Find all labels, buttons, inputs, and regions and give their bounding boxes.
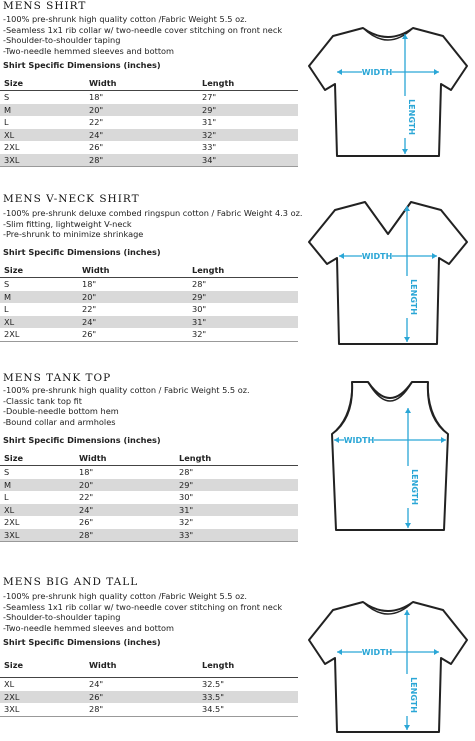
cell-width: 24": [78, 316, 188, 329]
cell-length: 27": [202, 92, 217, 103]
table-row: [0, 466, 298, 479]
tshirt-crew-neck-icon: [305, 22, 470, 160]
dimensions-label: Shirt Specific Dimensions (inches): [3, 247, 161, 257]
width-label: WIDTH: [361, 68, 393, 77]
cell-size: L: [4, 117, 9, 128]
cell-width: 24": [89, 679, 104, 690]
table-row: [0, 154, 298, 167]
cell-size: 2XL: [4, 142, 20, 153]
cell-length: 32.5": [202, 679, 224, 690]
cell-size: S: [4, 92, 10, 103]
cell-length: 33.5": [198, 691, 298, 704]
cell-length: 33": [175, 529, 298, 542]
feature-item: -100% pre-shrunk high quality cotton /Fabric Weight 5.5 oz.: [3, 591, 248, 601]
dimensions-label: Shirt Specific Dimensions (inches): [3, 60, 161, 70]
section-title: MENS V-NECK SHIRT: [3, 193, 140, 205]
cell-size: M: [0, 479, 75, 492]
cell-width: 24": [85, 129, 198, 142]
cell-width: 28": [85, 154, 198, 167]
header-width: Width: [75, 450, 175, 466]
header-size: Size: [0, 652, 85, 678]
cell-width: 26": [85, 691, 198, 704]
cell-size: 2XL: [0, 691, 85, 704]
length-label: LENGTH: [409, 677, 418, 713]
feature-item: -Slim fitting, lightweight V-neck: [3, 218, 132, 229]
cell-length: 29": [188, 291, 298, 304]
cell-size: XL: [0, 504, 75, 517]
dimensions-label: Shirt Specific Dimensions (inches): [3, 637, 161, 647]
cell-length: 34.5": [198, 703, 298, 716]
cell-length: 32": [198, 129, 298, 142]
table-header-row: [0, 450, 298, 466]
cell-width: 20": [78, 291, 188, 304]
cell-width: 22": [79, 492, 94, 503]
header-width: Width: [78, 262, 188, 278]
cell-length: 30": [179, 492, 194, 503]
cell-length: 29": [198, 104, 298, 117]
dimensions-label: Shirt Specific Dimensions (inches): [3, 435, 161, 445]
cell-length: 33": [202, 142, 217, 153]
cell-width: 28": [75, 529, 175, 542]
cell-length: 31": [175, 504, 298, 517]
length-label: LENGTH: [410, 469, 419, 505]
tshirt-v-neck-icon: [305, 198, 470, 346]
cell-width: 28": [85, 703, 198, 716]
header-width: Width: [85, 75, 198, 91]
cell-size: XL: [0, 316, 78, 329]
feature-item: -100% pre-shrunk high quality cotton /Fabric Weight 5.5 oz.: [3, 14, 248, 24]
width-label: WIDTH: [343, 436, 375, 445]
feature-item: -100% pre-shrunk high quality cotton / Fabric Weight 5.5 oz.: [3, 385, 250, 395]
section-title: MENS TANK TOP: [3, 372, 112, 384]
feature-item: -Shoulder-to-shoulder taping: [3, 612, 121, 623]
cell-width: 26": [89, 142, 104, 153]
feature-list: [3, 14, 282, 56]
table-row: [0, 316, 298, 329]
feature-list: [3, 208, 302, 240]
header-size: Size: [0, 75, 85, 91]
header-length: Length: [198, 652, 298, 678]
cell-size: XL: [4, 679, 15, 690]
table-row: [0, 516, 298, 529]
header-length: Length: [198, 75, 298, 91]
table-row: [0, 328, 298, 341]
length-label: LENGTH: [407, 99, 416, 135]
cell-length: 28": [192, 279, 207, 290]
table-row: [0, 691, 298, 704]
cell-width: 18": [79, 467, 94, 478]
cell-length: 28": [179, 467, 194, 478]
cell-width: 20": [75, 479, 175, 492]
feature-list: [3, 591, 282, 633]
table-row: [0, 104, 298, 117]
cell-width: 26": [79, 517, 94, 528]
feature-item: -Bound collar and armholes: [3, 416, 116, 427]
feature-item: -Seamless 1x1 rib collar w/ two-needle cover stitching on front neck: [3, 24, 283, 35]
cell-length: 30": [192, 304, 207, 315]
cell-width: 18": [82, 279, 97, 290]
table-row: [0, 278, 298, 291]
cell-width: 20": [85, 104, 198, 117]
cell-width: 24": [75, 504, 175, 517]
length-label: LENGTH: [409, 279, 418, 315]
header-width: Width: [85, 652, 198, 678]
cell-size: S: [4, 279, 10, 290]
cell-size: 2XL: [4, 517, 20, 528]
feature-item: -Seamless 1x1 rib collar w/ two-needle cover stitching on front neck: [3, 601, 283, 612]
cell-size: 3XL: [0, 529, 75, 542]
cell-width: 26": [78, 328, 188, 341]
cell-size: XL: [0, 129, 85, 142]
size-table: [0, 75, 298, 167]
cell-width: 22": [89, 117, 104, 128]
cell-size: 2XL: [0, 328, 78, 341]
cell-width: 22": [82, 304, 97, 315]
cell-size: L: [4, 492, 9, 503]
table-row: [0, 303, 298, 316]
width-label: WIDTH: [361, 252, 393, 261]
table-row: [0, 491, 298, 504]
feature-item: -Shoulder-to-shoulder taping: [3, 35, 121, 46]
feature-item: -Pre-shrunk to minimize shrinkage: [3, 229, 144, 240]
feature-item: -Classic tank top fit: [3, 395, 83, 406]
table-row: [0, 129, 298, 142]
table-row: [0, 116, 298, 129]
table-header-row: [0, 75, 298, 91]
header-length: Length: [188, 262, 298, 278]
table-header-row: [0, 652, 298, 678]
cell-length: 34": [198, 154, 298, 167]
section-title: MENS BIG AND TALL: [3, 576, 139, 588]
table-row: [0, 479, 298, 492]
table-header-row: [0, 262, 298, 278]
feature-item: -Two-needle hemmed sleeves and bottom: [3, 622, 175, 633]
cell-length: 31": [202, 117, 217, 128]
cell-length: 29": [175, 479, 298, 492]
cell-length: 32": [188, 328, 298, 341]
cell-size: L: [4, 304, 9, 315]
cell-size: S: [4, 467, 10, 478]
tank-top-icon: [330, 378, 450, 533]
cell-width: 18": [89, 92, 104, 103]
cell-size: M: [0, 104, 85, 117]
table-row: [0, 529, 298, 542]
feature-item: -Double-needle bottom hem: [3, 406, 119, 417]
size-table: [0, 450, 298, 542]
table-row: [0, 678, 298, 691]
feature-item: -100% pre-shrunk deluxe combed ringspun cotton / Fabric Weight 4.3 oz.: [3, 208, 303, 218]
section-title: MENS SHIRT: [3, 0, 87, 12]
feature-list: [3, 385, 250, 427]
table-row: [0, 504, 298, 517]
table-row: [0, 91, 298, 104]
header-size: Size: [0, 450, 75, 466]
cell-size: M: [0, 291, 78, 304]
feature-item: -Two-needle hemmed sleeves and bottom: [3, 45, 175, 56]
header-length: Length: [175, 450, 298, 466]
cell-length: 32": [179, 517, 194, 528]
size-table: [0, 262, 298, 342]
table-row: [0, 141, 298, 154]
cell-length: 31": [188, 316, 298, 329]
cell-size: 3XL: [0, 703, 85, 716]
table-row: [0, 291, 298, 304]
header-size: Size: [0, 262, 78, 278]
width-label: WIDTH: [361, 648, 393, 657]
size-table: [0, 652, 298, 717]
tshirt-crew-neck-icon: [305, 596, 470, 736]
table-row: [0, 703, 298, 716]
cell-size: 3XL: [0, 154, 85, 167]
